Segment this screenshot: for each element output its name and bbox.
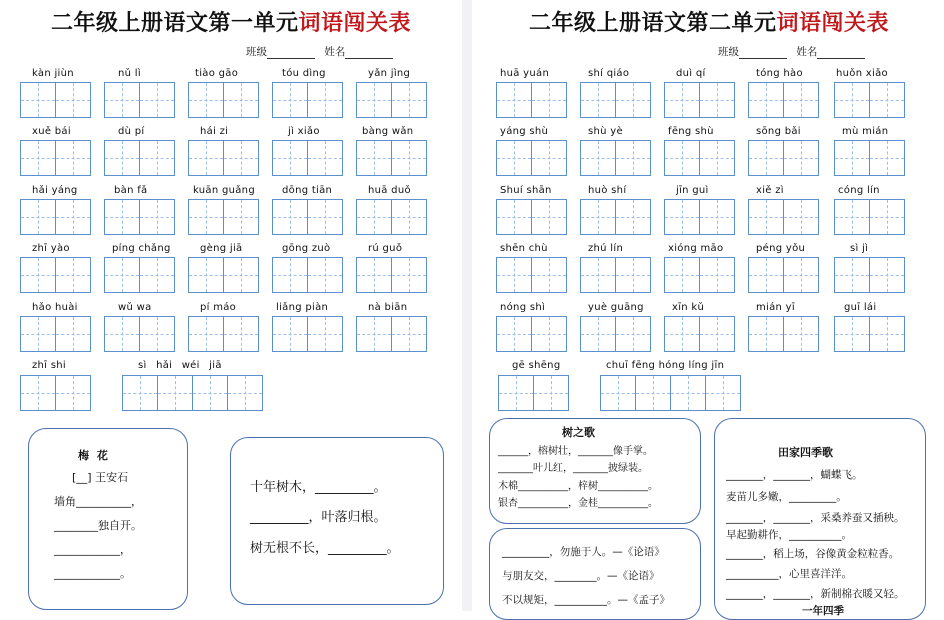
char-grid[interactable] <box>580 316 650 352</box>
char-grid[interactable] <box>580 140 650 176</box>
poem-line[interactable]: ____________。 <box>54 567 131 580</box>
char-grid[interactable] <box>834 257 904 293</box>
poem-line[interactable]: ________独自开。 <box>54 519 142 532</box>
poem-line[interactable]: _______，稻上场，谷像黄金粒粒香。 <box>726 548 900 560</box>
pinyin: bàn fǎ <box>114 185 148 196</box>
poem-author-line[interactable]: [__] 王安石 <box>72 471 129 484</box>
char-grid[interactable] <box>664 199 734 235</box>
quote-line[interactable]: 与朋友交，________。—《论语》 <box>502 570 660 582</box>
pinyin: hǎo huài <box>32 302 78 313</box>
char-grid[interactable] <box>20 257 90 293</box>
char-grid[interactable] <box>600 375 740 411</box>
pinyin: xiě zì <box>756 185 784 196</box>
char-grid[interactable] <box>834 82 904 118</box>
pinyin: kuān guǎng <box>193 185 255 196</box>
page-title: 二年级上册语文第一单元词语闯关表 <box>50 10 412 36</box>
char-grid[interactable] <box>20 316 90 352</box>
pinyin: liǎng piàn <box>276 302 329 313</box>
poem-line[interactable]: 银杏__________，金桂__________。 <box>498 498 658 509</box>
char-grid[interactable] <box>356 199 426 235</box>
char-grid[interactable] <box>580 257 650 293</box>
poem-title: 梅 花 <box>78 449 110 462</box>
poem-line[interactable]: _______，_______，采桑养蚕又插秧。 <box>726 512 905 524</box>
class-blank[interactable] <box>267 48 315 59</box>
proverb-line[interactable]: 树无根不长，_________。 <box>250 541 400 556</box>
pinyin: sōng bǎi <box>756 126 801 137</box>
char-grid[interactable] <box>664 316 734 352</box>
pinyin: dōng tiān <box>282 185 333 196</box>
char-grid[interactable] <box>272 316 342 352</box>
quote-line[interactable]: 不以规矩，__________。—《孟子》 <box>502 594 670 606</box>
char-grid[interactable] <box>20 82 90 118</box>
pinyin: duì qí <box>676 68 706 79</box>
char-grid[interactable] <box>188 140 258 176</box>
pinyin: fēng shù <box>668 126 714 137</box>
class-blank[interactable] <box>739 48 787 59</box>
pinyin: shēn chù <box>500 243 548 254</box>
pinyin: jì xiǎo <box>288 126 320 137</box>
char-grid[interactable] <box>496 199 566 235</box>
name-blank[interactable] <box>817 48 865 59</box>
pinyin: xióng māo <box>668 243 724 254</box>
char-grid[interactable] <box>272 199 342 235</box>
char-grid[interactable] <box>580 199 650 235</box>
char-grid[interactable] <box>272 140 342 176</box>
char-grid[interactable] <box>834 316 904 352</box>
pinyin: kàn jiùn <box>32 68 74 79</box>
pinyin: péng yǒu <box>756 243 806 254</box>
char-grid[interactable] <box>272 82 342 118</box>
char-grid[interactable] <box>356 316 426 352</box>
char-grid[interactable] <box>580 82 650 118</box>
pinyin: tiào gāo <box>195 68 239 79</box>
char-grid[interactable] <box>122 375 262 411</box>
pinyin: shí qiáo <box>588 68 630 79</box>
pinyin: yǎn jìng <box>368 68 411 79</box>
char-grid[interactable] <box>104 199 174 235</box>
pinyin: dù pí <box>118 126 145 137</box>
poem-title: 树之歌 <box>562 426 595 439</box>
page-gutter <box>462 0 472 611</box>
char-grid[interactable] <box>104 257 174 293</box>
pinyin: hái zi <box>200 126 229 137</box>
char-grid[interactable] <box>496 82 566 118</box>
pinyin: jīn guì <box>676 185 709 196</box>
char-grid[interactable] <box>188 316 258 352</box>
pinyin: mù mián <box>842 126 889 137</box>
poem-line: 一年四季 <box>802 605 844 617</box>
left-page <box>0 0 462 611</box>
pinyin: zhī shi <box>32 360 66 371</box>
char-grid[interactable] <box>664 257 734 293</box>
pinyin: huā yuán <box>500 68 550 79</box>
proverb-line[interactable]: 十年树木，_________。 <box>250 480 387 495</box>
char-grid[interactable] <box>188 82 258 118</box>
char-grid[interactable] <box>356 257 426 293</box>
pinyin: yuè guāng <box>588 302 644 313</box>
char-grid[interactable] <box>748 140 818 176</box>
pinyin: pí máo <box>200 302 237 313</box>
char-grid[interactable] <box>748 82 818 118</box>
char-grid[interactable] <box>356 82 426 118</box>
pinyin: xīn kǔ <box>672 302 705 313</box>
poem-line[interactable]: ____________， <box>54 543 131 556</box>
char-grid[interactable] <box>272 257 342 293</box>
char-grid[interactable] <box>20 199 90 235</box>
char-grid[interactable] <box>496 140 566 176</box>
poem-line[interactable]: _______，_______，蝴蝶飞。 <box>726 469 863 481</box>
char-grid[interactable] <box>104 140 174 176</box>
pinyin: nóng shì <box>500 302 546 313</box>
poem-line[interactable]: 早起勤耕作，__________。 <box>726 529 852 541</box>
poem-line[interactable]: _______，_______，新制棉衣暖又轻。 <box>726 588 905 600</box>
pinyin: chuī fēng hóng líng jīn <box>606 360 725 371</box>
poem-line[interactable]: __________，心里喜洋洋。 <box>726 568 852 580</box>
pinyin: nà biān <box>368 302 408 313</box>
class-name-line: 班级 姓名 <box>718 44 871 59</box>
pinyin: huǒn xiǎo <box>836 68 888 79</box>
poem-line[interactable]: 麦苗儿多嫩，_________。 <box>726 491 847 503</box>
pinyin: huò shí <box>588 185 627 196</box>
proverb-line[interactable]: _________，叶落归根。 <box>250 510 387 525</box>
page-title: 二年级上册语文第二单元词语闯关表 <box>528 10 890 36</box>
char-grid[interactable] <box>188 257 258 293</box>
pinyin: sì jì <box>850 243 869 254</box>
pinyin: sì hǎi wéi jiā <box>138 360 222 371</box>
pinyin: guī lái <box>844 302 877 313</box>
char-grid[interactable] <box>748 199 818 235</box>
pinyin: gē shēng <box>512 360 561 371</box>
name-blank[interactable] <box>345 48 393 59</box>
char-grid[interactable] <box>664 140 734 176</box>
char-grid[interactable] <box>104 82 174 118</box>
poem-title: 田家四季歌 <box>778 446 833 459</box>
char-grid[interactable] <box>664 82 734 118</box>
pinyin: hǎi yáng <box>32 185 78 196</box>
pinyin: gōng zuò <box>282 243 331 254</box>
pinyin: huā duǒ <box>368 185 411 196</box>
pinyin: tóu dìng <box>282 68 326 79</box>
class-name-line: 班级 姓名 <box>246 44 399 59</box>
pinyin: xuě bái <box>32 126 71 137</box>
pinyin: Shuí shān <box>500 185 552 196</box>
char-grid[interactable] <box>104 316 174 352</box>
pinyin: zhī yào <box>32 243 70 254</box>
pinyin: yáng shù <box>500 126 549 137</box>
poem-line[interactable]: ______，榕树壮，_______像手掌。 <box>498 446 653 457</box>
char-grid[interactable] <box>188 199 258 235</box>
pinyin: mián yī <box>756 302 795 313</box>
poem-line[interactable]: 木棉__________，梓树__________。 <box>498 481 658 492</box>
char-grid[interactable] <box>498 375 568 411</box>
pinyin: nǔ lì <box>118 68 141 79</box>
pinyin: gèng jiā <box>200 243 243 254</box>
pinyin: píng chǎng <box>112 243 171 254</box>
char-grid[interactable] <box>20 375 90 411</box>
char-grid[interactable] <box>496 316 566 352</box>
char-grid[interactable] <box>834 199 904 235</box>
char-grid[interactable] <box>496 257 566 293</box>
char-grid[interactable] <box>748 316 818 352</box>
quote-line[interactable]: _________，勿施于人。—《论语》 <box>502 546 665 558</box>
pinyin: rú guǒ <box>368 243 403 254</box>
poem-line[interactable]: 墙角__________， <box>54 495 142 508</box>
char-grid[interactable] <box>20 140 90 176</box>
char-grid[interactable] <box>356 140 426 176</box>
pinyin: shù yè <box>588 126 623 137</box>
char-grid[interactable] <box>834 140 904 176</box>
char-grid[interactable] <box>748 257 818 293</box>
pinyin: wǔ wa <box>118 302 152 313</box>
pinyin: tóng hào <box>756 68 803 79</box>
pinyin: bàng wǎn <box>362 126 414 137</box>
poem-line[interactable]: _______叶儿红，_______披绿装。 <box>498 463 648 474</box>
pinyin: cóng lín <box>838 185 880 196</box>
pinyin: zhú lín <box>588 243 624 254</box>
right-page <box>472 0 944 617</box>
